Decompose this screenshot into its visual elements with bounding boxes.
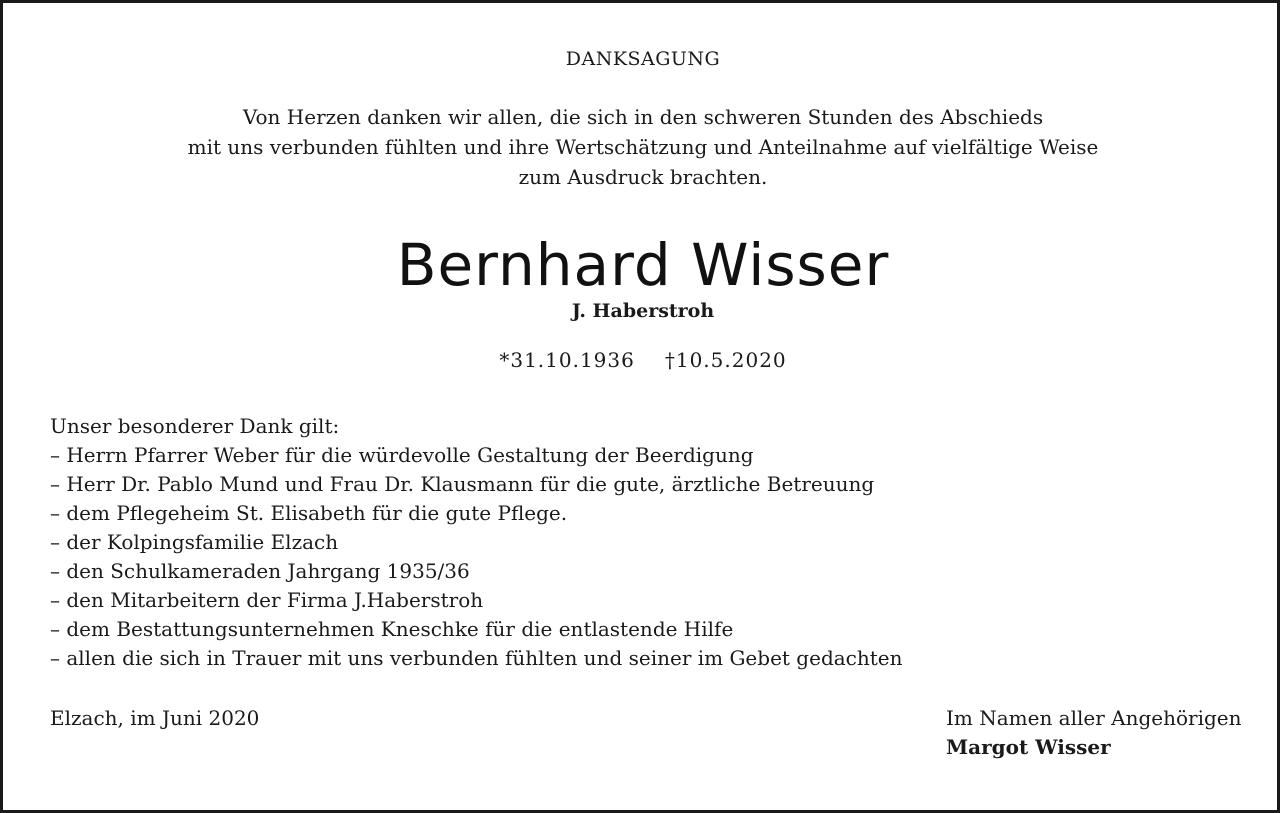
intro-line: Von Herzen danken wir allen, die sich in den schweren Stunden des Abschieds — [242, 105, 1044, 129]
thanks-item: – den Schulkameraden Jahrgang 1935/36 — [50, 559, 470, 583]
thanks-item: – dem Bestattungsunternehmen Kneschke für die entlastende Hilfe — [50, 617, 734, 641]
death-date: †10.5.2020 — [664, 348, 787, 372]
thanks-item: – den Mitarbeitern der Firma J.Haberstroh — [50, 588, 484, 612]
thanks-item: – Herrn Pfarrer Weber für die würdevolle Gestaltung der Beerdigung — [50, 443, 754, 467]
deceased-company: J. Haberstroh — [571, 300, 715, 322]
notice-heading: DANKSAGUNG — [565, 48, 721, 70]
life-dates — [3, 348, 1280, 372]
place-date: Elzach, im Juni 2020 — [50, 706, 260, 730]
birth-date: *31.10.1936 — [499, 348, 635, 372]
intro-text — [3, 102, 1280, 192]
signer-name: Margot Wisser — [946, 735, 1111, 759]
on-behalf-text: Im Namen aller Angehörigen — [946, 706, 1242, 730]
thanks-list — [50, 412, 1230, 673]
thanks-item: – Herr Dr. Pablo Mund und Frau Dr. Klausmann für die gute, ärztliche Betreuung — [50, 472, 875, 496]
intro-line: zum Ausdruck brachten. — [518, 165, 768, 189]
thanks-item: – der Kolpingsfamilie Elzach — [50, 530, 339, 554]
thanks-item: – allen die sich in Trauer mit uns verbunden fühlten und seiner im Gebet gedachten — [50, 646, 903, 670]
intro-line: mit uns verbunden fühlten und ihre Wertschätzung und Anteilnahme auf vielfältige Weise — [187, 135, 1099, 159]
deceased-name: Bernhard Wisser — [396, 231, 890, 299]
thanks-item: – dem Pflegeheim St. Elisabeth für die gute Pflege. — [50, 501, 568, 525]
thanks-intro: Unser besonderer Dank gilt: — [50, 414, 340, 438]
signature-block — [946, 704, 1242, 762]
